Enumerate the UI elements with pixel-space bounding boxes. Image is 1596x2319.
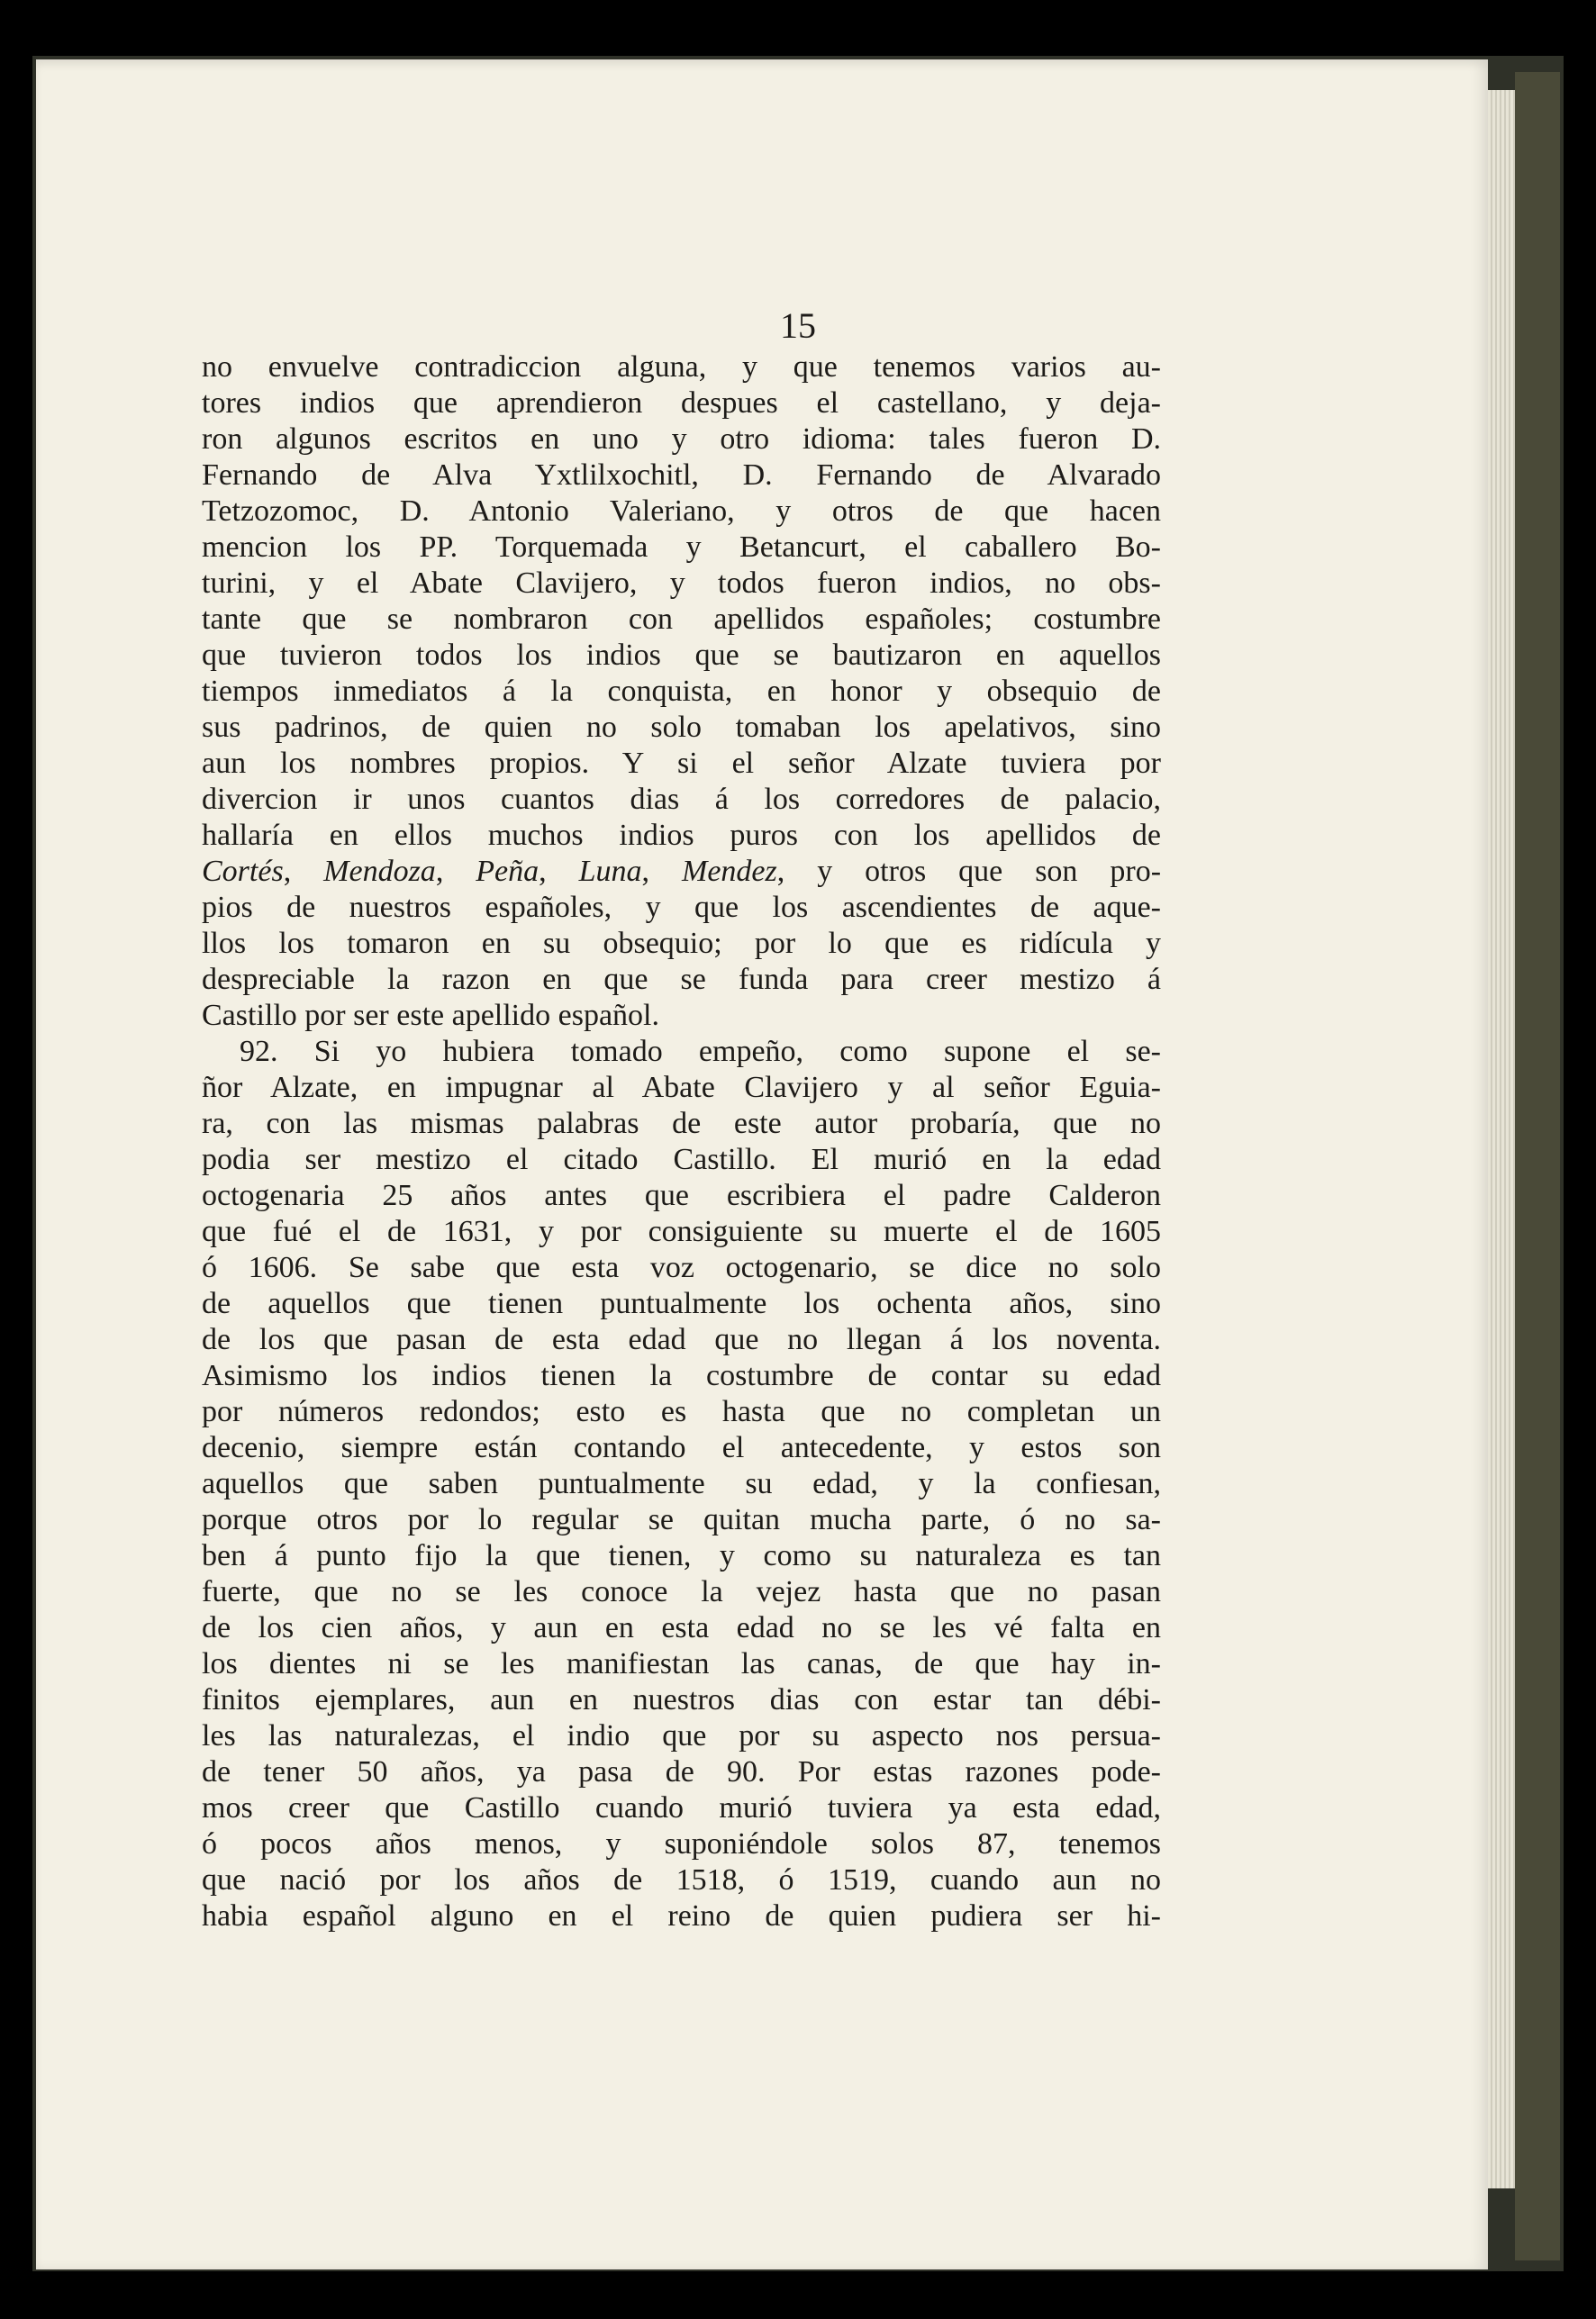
text-line: les las naturalezas, el indio que por su aspecto nos persua- [202,1719,1161,1753]
text-line: Castillo por ser este apellido español. [202,999,659,1032]
text-line: turini, y el Abate Clavijero, y todos fueron indios, no obs- [202,566,1161,600]
page-edges [1488,90,1515,2188]
paragraph-start-line: 92. Si yo hubiera tomado empeño, como supone el se- [240,1035,1161,1068]
text-line: podia ser mestizo el citado Castillo. El murió en la edad [202,1143,1161,1176]
text-line: de los que pasan de esta edad que no llegan á los noventa. [202,1323,1161,1356]
text-line: mencion los PP. Torquemada y Betancurt, el caballero Bo- [202,530,1161,564]
text-line: aun los nombres propios. Y si el señor Alzate tuviera por [202,747,1161,780]
text-line: finitos ejemplares, aun en nuestros dias con estar tan débi- [202,1683,1161,1717]
text-line: ó pocos años menos, y suponiéndole solos 87, tenemos [202,1827,1161,1861]
text-line: tiempos inmediatos á la conquista, en honor y obsequio de [202,675,1161,708]
text-line: que tuvieron todos los indios que se bautizaron en aquellos [202,639,1161,672]
text-line: sus padrinos, de quien no solo tomaban los apelativos, sino [202,711,1161,744]
text-line: de tener 50 años, ya pasa de 90. Por estas razones pode- [202,1755,1161,1789]
text-line: Asimismo los indios tienen la costumbre de contar su edad [202,1359,1161,1392]
text-line: fuerte, que no se les conoce la vejez hasta que no pasan [202,1575,1161,1608]
text-line: de aquellos que tienen puntualmente los ochenta años, sino [202,1287,1161,1320]
text-line: despreciable la razon en que se funda para creer mestizo á [202,963,1161,996]
text-line: que fué el de 1631, y por consiguiente su muerte el de 1605 [202,1215,1161,1248]
text-line: que nació por los años de 1518, ó 1519, cuando aun no [202,1863,1161,1897]
text-line: ó 1606. Se sabe que esta voz octogenario, se dice no solo [202,1251,1161,1284]
text-line: llos los tomaron en su obsequio; por lo que es ridícula y [202,927,1161,960]
text-line: tante que se nombraron con apellidos españoles; costumbre [202,602,1161,636]
text-line: Fernando de Alva Yxtlilxochitl, D. Fernando de Alvarado [202,458,1161,492]
text-line: porque otros por lo regular se quitan mucha parte, ó no sa- [202,1503,1161,1536]
page-number: 15 [780,305,816,346]
text-line-with-surnames: Cortés, Mendoza, Peña, Luna, Mendez, y otros que son pro- [202,855,1162,888]
book-cover-edge [1515,72,1560,2260]
text-line: habia español alguno en el reino de quien pudiera ser hi- [202,1899,1161,1933]
body-text [202,349,1161,1934]
text-line: ben á punto fijo la que tienen, y como su naturaleza es tan [202,1539,1161,1572]
text-line: mos creer que Castillo cuando murió tuviera ya esta edad, [202,1791,1161,1825]
text-line: octogenaria 25 años antes que escribiera el padre Calderon [202,1179,1161,1212]
text-line: divercion ir unos cuantos dias á los corredores de palacio, [202,783,1161,816]
text-line: ron algunos escritos en uno y otro idioma: tales fueron D. [202,422,1161,456]
text-line: pios de nuestros españoles, y que los ascendientes de aque- [202,891,1161,924]
text-line: ñor Alzate, en impugnar al Abate Clavijero y al señor Eguia- [202,1071,1161,1104]
text-line: tores indios que aprendieron despues el castellano, y deja- [202,386,1161,420]
text-line: ra, con las mismas palabras de este autor probaría, que no [202,1107,1161,1140]
text-line: por números redondos; esto es hasta que no completan un [202,1395,1161,1428]
text-line: decenio, siempre están contando el antecedente, y estos son [202,1431,1161,1464]
text-line: hallaría en ellos muchos indios puros con los apellidos de [202,819,1161,852]
text-line: los dientes ni se les manifiestan las canas, de que hay in- [202,1647,1161,1680]
text-line: de los cien años, y aun en esta edad no se les vé falta en [202,1611,1161,1644]
text-line: Tetzozomoc, D. Antonio Valeriano, y otros de que hacen [202,494,1161,528]
text-line: no envuelve contradiccion alguna, y que tenemos varios au- [202,350,1161,384]
text-line: aquellos que saben puntualmente su edad, y la confiesan, [202,1467,1161,1500]
